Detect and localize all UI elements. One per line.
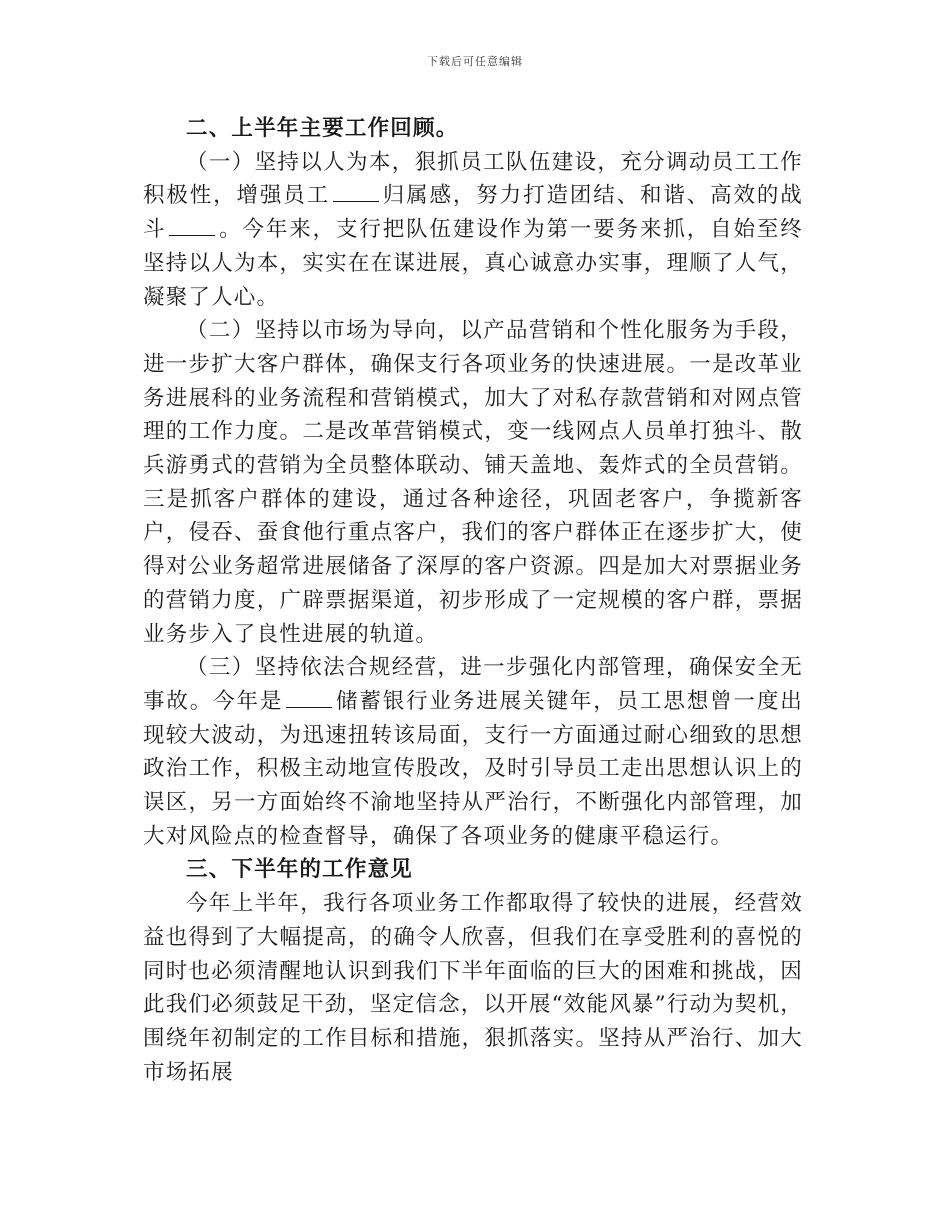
document-body <box>143 112 803 1089</box>
paragraph-market: （二）坚持以市场为导向，以产品营销和个性化服务为手段，进一步扩大客户群体，确保支行各项业务的快速进展。一是改革业务进展科的业务流程和营销模式，加大了对私存款营销和对网点管理的工作力度。二是改革营销模式，变一线网点人员单打独斗、散兵游勇式的营销为全员整体联动、铺天盖地、轰炸式的全员营销。三是抓客户群体的建设，通过各种途径，巩固老客户，争揽新客户，侵吞、蚕食他行重点客户，我们的客户群体正在逐步扩大，使得对公业务超常进展储备了深厚的客户资源。四是加大对票据业务的营销力度，广辟票据渠道，初步形成了一定规模的客户群，票据业务步入了良性进展的轨道。 <box>143 318 803 647</box>
paragraph-text: （三）坚持依法合规经营，进一步强化内部管理，确保安全无事故。今年是 <box>143 655 803 714</box>
section-heading-plan: 三、下半年的工作意见 <box>186 857 414 883</box>
fill-blank <box>333 181 379 202</box>
section-heading-review: 二、上半年主要工作回顾。 <box>186 116 459 141</box>
paragraph-second-half: 今年上半年，我行各项业务工作都取得了较快的进展，经营效益也得到了大幅提高，的确令人欣喜，但我们在享受胜利的喜悦的同时也必须清醒地认识到我们下半年面临的巨大的困难和挑战，因此我们必须鼓足干劲，坚定信念，以开展“效能风暴”行动为契机，围绕年初制定的工作目标和措施，狠抓落实。坚持从严治行、加大市场拓展 <box>143 891 803 1085</box>
paragraph-team-building <box>143 146 803 315</box>
paragraph-compliance <box>143 651 803 853</box>
paragraph-text: 储蓄银行业务进展关键年，员工思想曾一度出现较大波动，为迅速扭转该局面，支行一方面通过耐心细致的思想政治工作，积极主动地宣传股改，及时引导员工走出思想认识上的误区，另一方面始终不渝地坚持从严治行，不断强化内部管理，加大对风险点的检查督导，确保了各项业务的健康平稳运行。 <box>143 688 803 849</box>
fill-blank <box>286 687 332 708</box>
page-header: 下载后可任意编辑 <box>427 55 523 68</box>
fill-blank <box>169 215 215 236</box>
paragraph-text: 。今年来，支行把队伍建设作为第一要务来抓，自始至终坚持以人为本，实实在在谋进展，真心诚意办实事，理顺了人气，凝聚了人心。 <box>143 217 803 310</box>
paragraph-text: 归属感，努力打造团结、和谐、高效的战斗 <box>143 183 803 243</box>
paragraph-text: （一）坚持以人为本，狠抓员工队伍建设，充分调动员工工作积极性，增强员工 <box>143 149 803 209</box>
